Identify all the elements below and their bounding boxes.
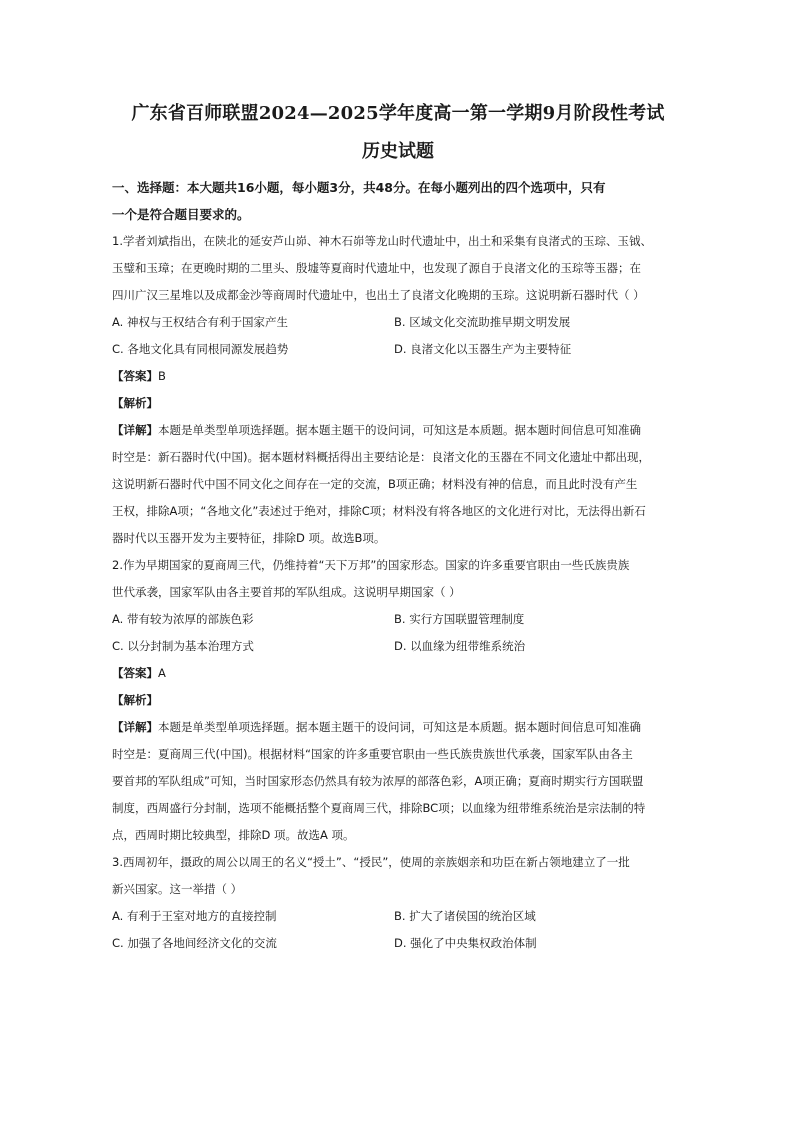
detail-line: 点，西周时期比较典型，排除D 项。故选A 项。 — [112, 828, 355, 842]
analysis-label: 【解析】 — [112, 396, 158, 410]
options-grid — [112, 606, 684, 660]
option-a: A. 带有较为浓厚的部族色彩 — [112, 612, 254, 626]
option-d: D. 强化了中央集权政治体制 — [394, 936, 537, 950]
option-a: A. 有利于王室对地方的直接控制 — [112, 909, 277, 923]
option-b: B. 扩大了诸侯国的统治区域 — [394, 909, 536, 923]
detail-line: 要首邦的军队组成”可知，当时国家形态仍然具有较为浓厚的部落色彩，A项正确；夏商时期实行方国联盟 — [112, 774, 644, 788]
option-a: A. 神权与王权结合有利于国家产生 — [112, 315, 288, 329]
option-b: B. 区域文化交流助推早期文明发展 — [394, 315, 571, 329]
option-c: C. 以分封制为基本治理方式 — [112, 639, 254, 653]
detail-line: 器时代以玉器开发为主要特征，排除D 项。故选B项。 — [112, 531, 386, 545]
answer-value: A — [158, 666, 166, 680]
option-d: D. 良渚文化以玉器生产为主要特征 — [394, 342, 572, 356]
options-grid — [112, 903, 684, 957]
question-stem-line: 1.学者刘斌指出，在陕北的延安芦山峁、神木石峁等龙山时代遗址中，出土和采集有良渚式的玉琮、玉钺、 — [112, 234, 652, 248]
detail-line: 这说明新石器时代中国不同文化之间存在一定的交流，B项正确；材料没有神的信息，而且此时没有产生 — [112, 477, 638, 491]
question-1 — [112, 228, 684, 552]
question-stem-line: 新兴国家。这一举措（ ） — [112, 882, 243, 896]
detail-text: 本题是单类型单项选择题。据本题主题干的设问词，可知这是本质题。据本题时间信息可知准确 — [158, 720, 641, 734]
answer-line — [112, 363, 684, 390]
answer-value: B — [158, 369, 166, 383]
detail-line: 制度，西周盛行分封制，选项不能概括整个夏商周三代，排除BC项；以血缘为纽带维系统治是宗法制的特 — [112, 801, 646, 815]
answer-label: 【答案】 — [112, 369, 158, 383]
question-2 — [112, 552, 684, 849]
analysis-label: 【解析】 — [112, 693, 158, 707]
detail-text: 本题是单类型单项选择题。据本题主题干的设问词，可知这是本质题。据本题时间信息可知准确 — [158, 423, 641, 437]
option-c: C. 加强了各地间经济文化的交流 — [112, 936, 277, 950]
question-stem-line: 世代承袭，国家军队由各主要首邦的军队组成。这说明早期国家（ ） — [112, 585, 461, 599]
detail-line — [112, 417, 684, 444]
question-stem-line: 玉璧和玉璋；在更晚时期的二里头、殷墟等夏商时代遗址中，也发现了源自于良渚文化的玉琮等玉器；在 — [112, 261, 641, 275]
question-3 — [112, 849, 684, 957]
exam-subtitle: 历史试题 — [362, 141, 434, 162]
exam-title: 广东省百师联盟2024—2025学年度高一第一学期9月阶段性考试 — [131, 103, 665, 124]
detail-line — [112, 714, 684, 741]
question-stem-line: 2.作为早期国家的夏商周三代，仍维持着“天下万邦”的国家形态。国家的许多重要官职由一些氏族贵族 — [112, 558, 630, 572]
detail-line: 王权，排除A项；“各地文化”表述过于绝对，排除C项；材料没有将各地区的文化进行对比，无法得出新石 — [112, 504, 646, 518]
answer-label: 【答案】 — [112, 666, 158, 680]
detail-line: 时空是：夏商周三代(中国)。根据材料“国家的许多重要官职由一些氏族贵族世代承袭，国家军队由各主 — [112, 747, 633, 761]
answer-line — [112, 660, 684, 687]
options-grid — [112, 309, 684, 363]
question-stem-line: 四川广汉三星堆以及成都金沙等商周时代遗址中，也出土了良渚文化晚期的玉琮。这说明新石器时代（ ） — [112, 288, 645, 302]
question-stem-line: 3.西周初年，摄政的周公以周王的名义“授土”、“授民”，使周的亲族姻亲和功臣在新占领地建立了一批 — [112, 855, 630, 869]
detail-label: 【详解】 — [112, 720, 158, 734]
option-c: C. 各地文化具有同根同源发展趋势 — [112, 342, 289, 356]
detail-label: 【详解】 — [112, 423, 158, 437]
option-b: B. 实行方国联盟管理制度 — [394, 612, 525, 626]
option-d: D. 以血缘为纽带维系统治 — [394, 639, 526, 653]
detail-line: 时空是：新石器时代(中国)。据本题材料概括得出主要结论是：良渚文化的玉器在不同文化遗址中都出现， — [112, 450, 650, 464]
section-heading-line: 一、选择题：本大题共16小题，每小题3分，共48分。在每小题列出的四个选项中，只有 — [112, 180, 606, 195]
section-heading-line: 一个是符合题目要求的。 — [112, 207, 250, 222]
